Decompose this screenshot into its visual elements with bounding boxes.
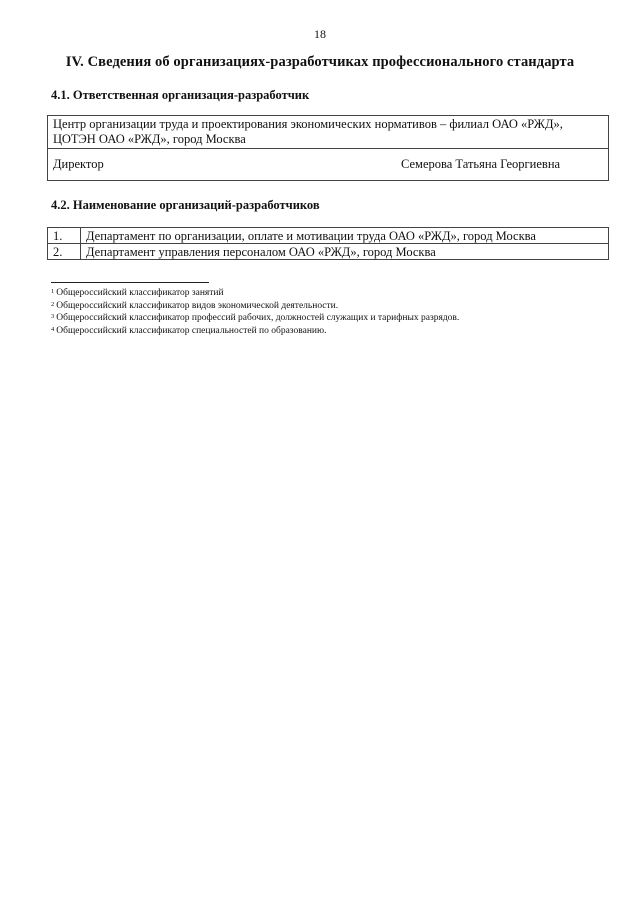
row-number: 1. xyxy=(48,228,81,244)
developer-orgs-table xyxy=(47,227,609,260)
responsible-org-name: Центр организации труда и проектирования экономических нормативов – филиал ОАО «РЖД», ЦОТЭН ОАО «РЖД», город Москва xyxy=(48,116,608,149)
table-row xyxy=(48,228,609,244)
page-number: 18 xyxy=(314,27,326,41)
footnote xyxy=(51,287,611,300)
responsible-org-table xyxy=(47,115,609,181)
footnote-mark: 3 xyxy=(51,313,55,320)
signatory-name: Семерова Татьяна Георгиевна xyxy=(401,157,561,171)
developer-orgs-heading: 4.2. Наименование организаций-разработчиков xyxy=(51,198,320,212)
footnotes xyxy=(51,287,611,337)
footnote-mark: 4 xyxy=(51,325,55,333)
row-number: 2. xyxy=(48,244,81,260)
footnote xyxy=(51,312,611,325)
footnote-text: Общероссийский классификатор видов экономической деятельности. xyxy=(56,300,339,311)
footnote xyxy=(51,300,611,313)
footnote-mark: 2 xyxy=(51,300,55,308)
responsible-org-heading: 4.1. Ответственная организация-разработчик xyxy=(51,88,310,102)
footnote-mark: 1 xyxy=(51,288,55,295)
footnote-text: Общероссийский классификатор занятий xyxy=(56,288,224,298)
section-title: IV. Сведения об организациях-разработчиках профессионального стандарта xyxy=(65,54,575,70)
footnote-separator xyxy=(51,282,209,283)
signatory-position: Директор xyxy=(53,157,104,171)
footnote xyxy=(51,325,611,338)
footnote-text: Общероссийский классификатор профессий рабочих, должностей служащих и тарифных разрядов. xyxy=(56,313,460,323)
developer-org-name: Департамент управления персоналом ОАО «РЖД», город Москва xyxy=(81,244,609,260)
footnote-text: Общероссийский классификатор специальностей по образованию. xyxy=(56,325,327,336)
developer-org-name: Департамент по организации, оплате и мотивации труда ОАО «РЖД», город Москва xyxy=(81,228,609,244)
table-row xyxy=(48,244,609,260)
responsible-org-signatory xyxy=(48,149,608,180)
